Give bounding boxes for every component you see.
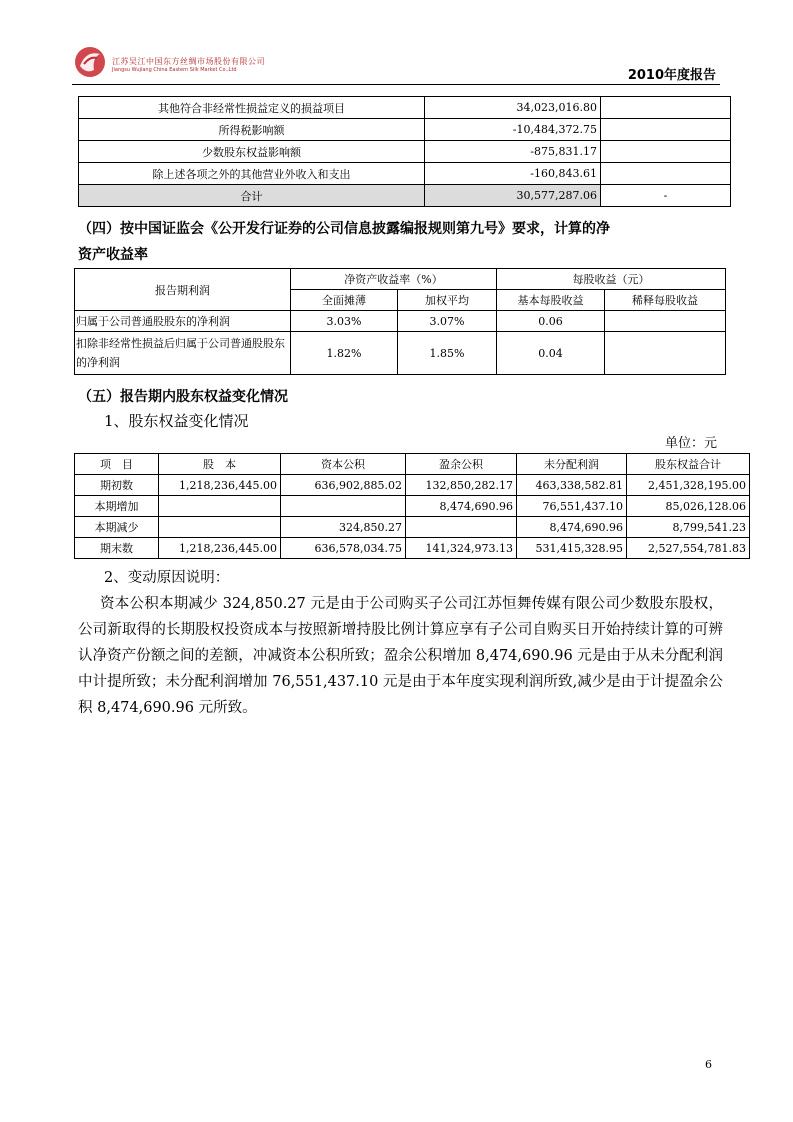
non-recurring-table <box>78 96 731 207</box>
table-cell <box>605 332 726 375</box>
total-row <box>79 185 731 207</box>
table-cell: 3.07% <box>398 311 497 332</box>
item-amount: 34,023,016.80 <box>425 97 601 119</box>
item-amount: -875,831.17 <box>425 141 601 163</box>
section4-title-line1: （四）按中国证监会《公开发行证券的公司信息披露编报规则第九号》要求，计算的净 <box>78 221 610 237</box>
table-cell <box>159 517 281 538</box>
table-cell: 1.82% <box>291 332 398 375</box>
table-cell: 1,218,236,445.00 <box>159 475 281 496</box>
table-cell: 85,026,128.06 <box>627 496 750 517</box>
header-full-dilution: 全面摊薄 <box>291 290 398 311</box>
row-label: 期末数 <box>75 538 159 559</box>
table-cell: 2,527,554,781.83 <box>627 538 750 559</box>
table-cell: 1.85% <box>398 332 497 375</box>
item-note <box>601 119 731 141</box>
table-cell: 8,474,690.96 <box>406 496 517 517</box>
table-row <box>75 475 750 496</box>
report-title: 2010年度报告 <box>627 68 716 83</box>
table-cell: 0.04 <box>497 332 605 375</box>
unit-label: 单位：元 <box>664 436 717 451</box>
column-header: 盈余公积 <box>406 454 517 475</box>
item-note <box>601 163 731 185</box>
column-header: 资本公积 <box>281 454 406 475</box>
column-header: 项 目 <box>75 454 159 475</box>
table-cell: 324,850.27 <box>281 517 406 538</box>
table-cell: 0.06 <box>497 311 605 332</box>
table-cell: 8,474,690.96 <box>517 517 627 538</box>
item-name: 少数股东权益影响额 <box>79 141 425 163</box>
row-label: 本期增加 <box>75 496 159 517</box>
item-name: 其他符合非经常性损益定义的损益项目 <box>79 97 425 119</box>
section5-sub1: 1、股东权益变化情况 <box>104 412 249 430</box>
item-name: 除上述各项之外的其他营业外收入和支出 <box>79 163 425 185</box>
row-label: 期初数 <box>75 475 159 496</box>
table-cell: 3.03% <box>291 311 398 332</box>
table-row-label: 扣除非经常性损益后归属于公司普通股股东的净利润 <box>75 332 291 375</box>
table-cell: 531,415,328.95 <box>517 538 627 559</box>
company-name-en: Jiangsu Wujiang China Eastern Silk Market Co.,Ltd <box>112 67 237 73</box>
table-cell: 132,850,282.17 <box>406 475 517 496</box>
total-label: 合计 <box>79 185 425 207</box>
table-row <box>79 141 731 163</box>
item-name: 所得税影响额 <box>79 119 425 141</box>
page-number: 6 <box>705 1058 712 1071</box>
item-note <box>601 97 731 119</box>
table-row <box>79 163 731 185</box>
table-cell <box>406 517 517 538</box>
table-cell <box>281 496 406 517</box>
table-cell <box>605 311 726 332</box>
table-cell: 8,799,541.23 <box>627 517 750 538</box>
header-weighted-average: 加权平均 <box>398 290 497 311</box>
header-basic-eps: 基本每股收益 <box>497 290 605 311</box>
total-amount: 30,577,287.06 <box>425 185 601 207</box>
header-diluted-eps: 稀释每股收益 <box>605 290 726 311</box>
table-row <box>75 517 750 538</box>
table-row <box>75 538 750 559</box>
table-cell: 636,902,885.02 <box>281 475 406 496</box>
page-header <box>72 42 720 86</box>
table-cell: 2,451,328,195.00 <box>627 475 750 496</box>
header-roe: 净资产收益率（%） <box>291 269 497 290</box>
row-label: 本期减少 <box>75 517 159 538</box>
header-eps: 每股收益（元） <box>497 269 726 290</box>
total-note: - <box>601 185 731 207</box>
column-header: 股 本 <box>159 454 281 475</box>
table-cell <box>159 496 281 517</box>
company-name-cn: 江苏吴江中国东方丝绸市场股份有限公司 <box>112 57 265 66</box>
section5-sub2: 2、变动原因说明： <box>104 570 230 586</box>
header-divider <box>72 84 720 85</box>
table-row <box>79 97 731 119</box>
section4-title-line2: 资产收益率 <box>78 247 148 263</box>
roe-eps-table <box>74 268 726 375</box>
item-amount: -160,843.61 <box>425 163 601 185</box>
section5-title: （五）报告期内股东权益变化情况 <box>78 389 288 405</box>
table-cell: 141,324,973.13 <box>406 538 517 559</box>
change-explanation: 资本公积本期减少 324,850.27 元是由于公司购买子公司江苏恒舞传媒有限公司少数股东股权，公司新取得的长期股权投资成本与按照新增持股比例计算应享有子公司自购买日开始持续计算的可辨认净资产份额之间的差额，冲减资本公积所致；盈余公积增加 8,474,690.96 元是由于从未分配利润中计提所致；未分配利润增加 76,551,437.10 元是由于本年度实现利润所致,减少是由于计提盈余公积 8,474,690.96 元所致。 <box>78 596 723 716</box>
table-cell: 1,218,236,445.00 <box>159 538 281 559</box>
table-row <box>79 119 731 141</box>
table-cell: 76,551,437.10 <box>517 496 627 517</box>
item-note <box>601 141 731 163</box>
table-row-label: 归属于公司普通股股东的净利润 <box>75 311 291 332</box>
table-row <box>75 496 750 517</box>
company-logo-icon <box>72 44 108 80</box>
table-cell: 636,578,034.75 <box>281 538 406 559</box>
item-amount: -10,484,372.75 <box>425 119 601 141</box>
header-period-profit: 报告期利润 <box>75 269 291 311</box>
column-header: 股东权益合计 <box>627 454 750 475</box>
column-header: 未分配利润 <box>517 454 627 475</box>
equity-changes-table <box>74 453 750 559</box>
table-cell: 463,338,582.81 <box>517 475 627 496</box>
